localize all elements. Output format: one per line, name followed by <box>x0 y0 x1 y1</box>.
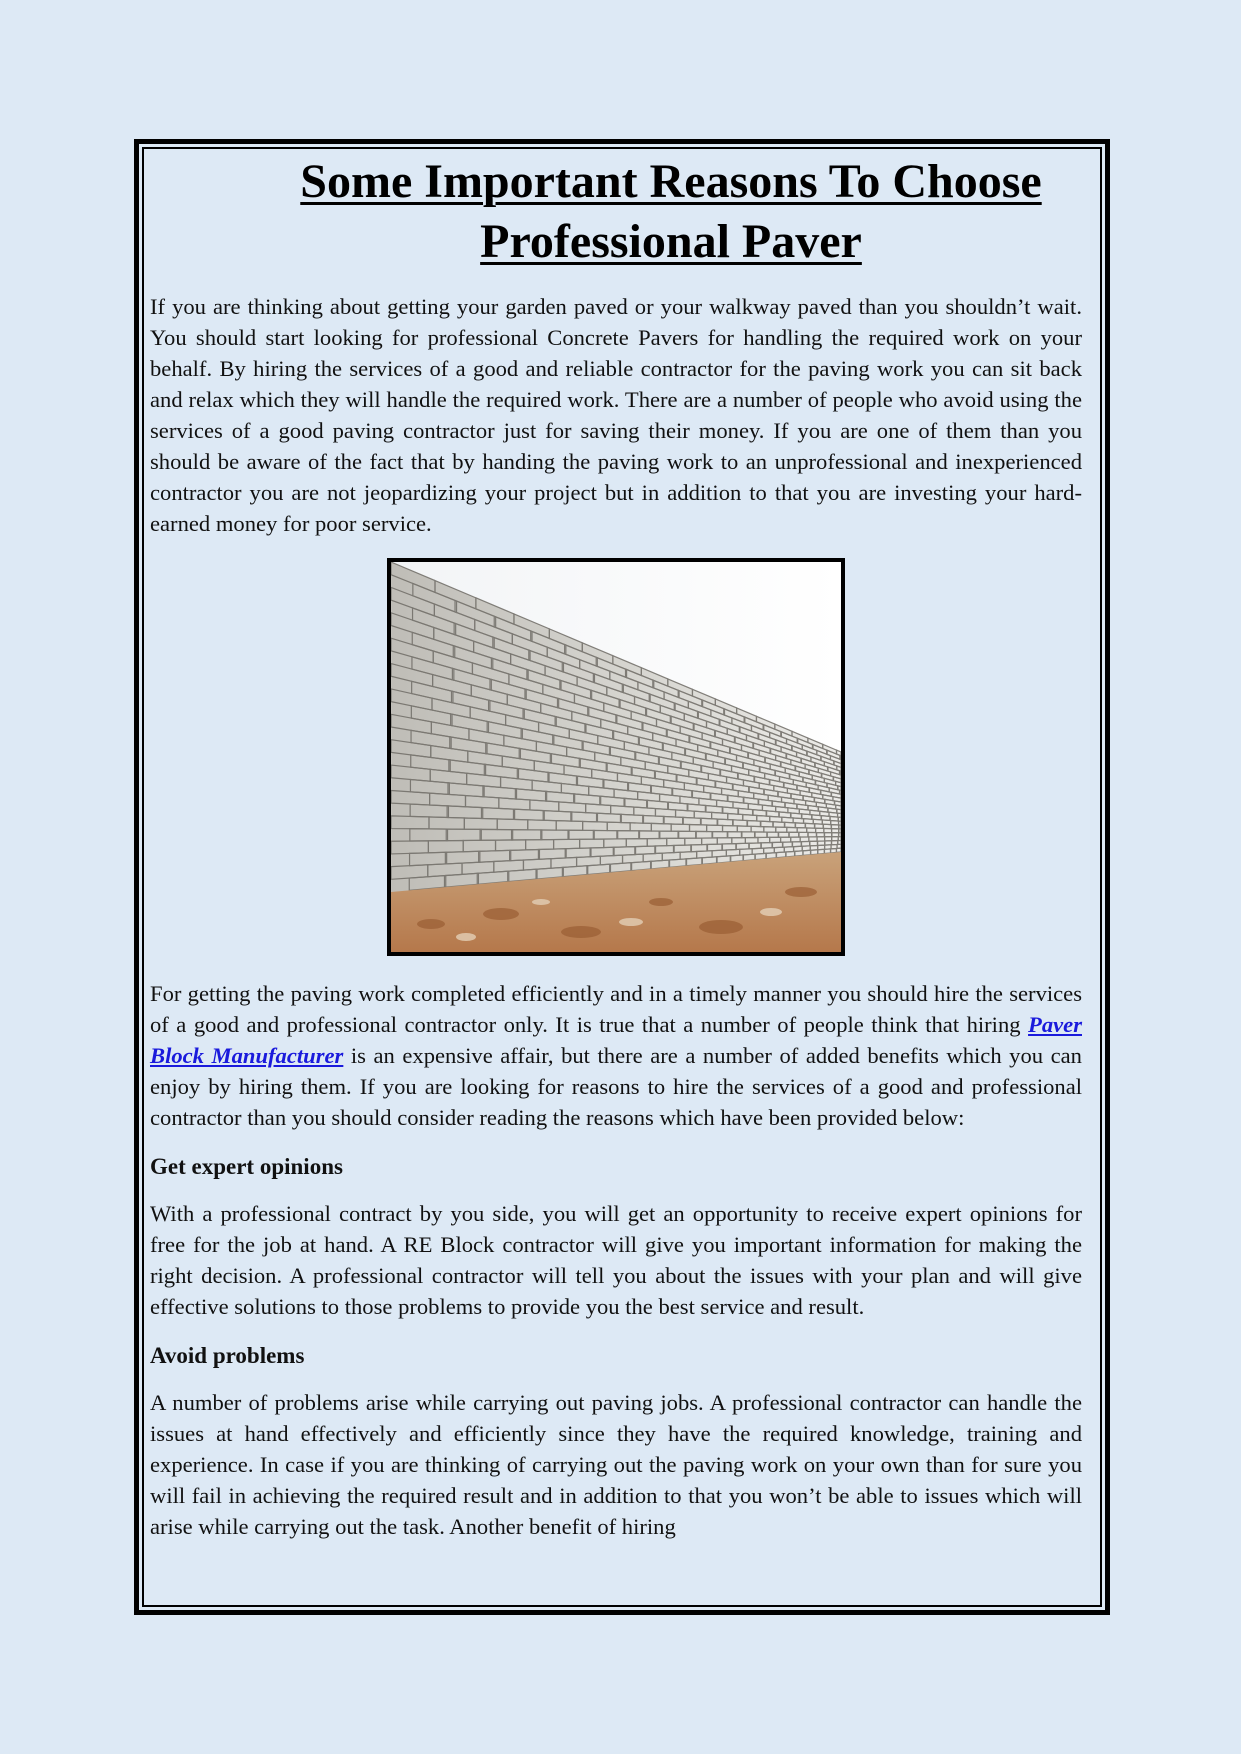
intro-paragraph: If you are thinking about getting your garden paved or your walkway paved than you shouldn’t wait. You should start looking for professional Concrete Pavers for handling the required work on your behalf. By hiring the services of a good and reliable contractor for the paving work you can sit back and relax which they will handle the required work. There are a number of people who avoid using the services of a good paving contractor just for saving their money. If you are one of them than you should be aware of the fact that by handing the paving work to an unprofessional and inexperienced contractor you are not jeopardizing your project but in addition to that you are investing your hard-earned money for poor service. <box>150 294 1082 536</box>
document-content <box>134 152 1094 1602</box>
heading-expert-opinions: Get expert opinions <box>150 1154 343 1179</box>
title-line-2: Professional Paver <box>480 215 862 268</box>
document-title <box>150 152 1082 272</box>
paragraph2-text-before: For getting the paving work completed efficiently and in a timely manner you should hire the services of a good and professional contractor only. It is true that a number of people think that hiring <box>150 981 1082 1037</box>
reasons-intro-paragraph <box>150 978 1082 1133</box>
title-line-1: Some Important Reasons To Choose <box>300 155 1042 208</box>
document-body <box>134 152 1094 1542</box>
avoid-problems-paragraph: A number of problems arise while carrying out paving jobs. A professional contractor can handle the issues at hand effectively and efficiently since they have the required knowledge, training and experience. In case if you are thinking of carrying out the paving work on your own than for sure you will fail in achieving the required result and in addition to that you won’t be able to issues which will arise while carrying out the task. Another benefit of hiring <box>150 1390 1082 1539</box>
retaining-wall-photo <box>387 558 845 956</box>
expert-opinions-paragraph: With a professional contract by you side, you will get an opportunity to receive expert opinions for free for the job at hand. A RE Block contractor will give you important information for making the right decision. A professional contractor will tell you about the issues with your plan and will give effective solutions to those problems to provide you the best service and result. <box>150 1201 1082 1319</box>
retaining-wall-illustration <box>391 562 841 952</box>
paragraph2-text-after: is an expensive affair, but there are a number of added benefits which you can enjoy by hiring them. If you are looking for reasons to hire the services of a good and professional contractor than you should consider reading the reasons which have been provided below: <box>150 1043 1082 1130</box>
paver-block-manufacturer-link[interactable]: Paver Block Manufacturer <box>150 1012 1082 1068</box>
heading-avoid-problems: Avoid problems <box>150 1343 305 1368</box>
